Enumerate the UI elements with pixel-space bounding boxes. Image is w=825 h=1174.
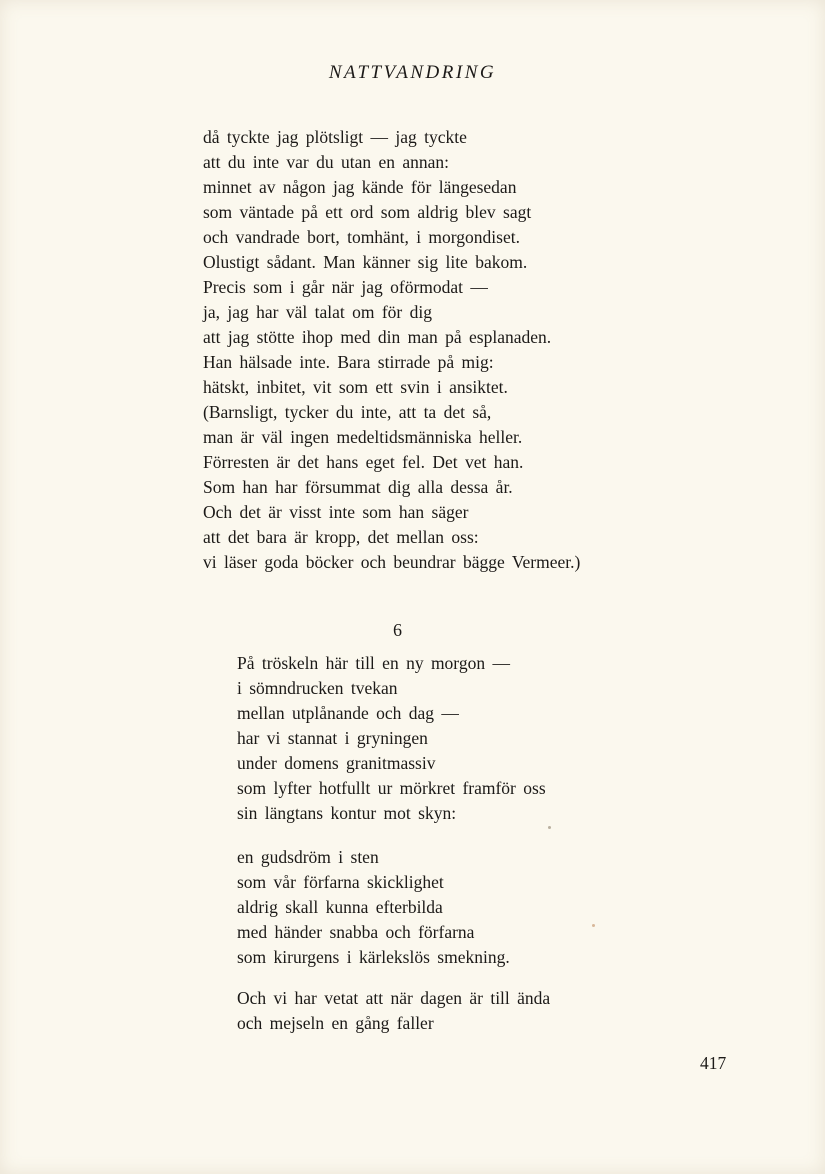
running-head: NATTVANDRING <box>328 62 497 83</box>
verse-line: Olustigt sådant. Man känner sig lite bakom. <box>203 252 528 272</box>
paper-speck <box>548 826 551 829</box>
verse-line: att du inte var du utan en annan: <box>203 152 449 172</box>
page-number: 417 <box>700 1053 727 1073</box>
verse-line: På tröskeln här till en ny morgon — <box>237 653 510 673</box>
verse-line: då tyckte jag plötsligt — jag tyckte <box>203 127 467 147</box>
verse-line: vi läser goda böcker och beundrar bägge Vermeer.) <box>203 552 581 572</box>
verse-line: en gudsdröm i sten <box>237 847 379 867</box>
verse-line: att det bara är kropp, det mellan oss: <box>203 527 479 547</box>
verse-line: under domens granitmassiv <box>237 753 436 773</box>
section-number: 6 <box>393 620 402 640</box>
verse-line: har vi stannat i gryningen <box>237 728 428 748</box>
verse-line: Och det är visst inte som han säger <box>203 502 469 522</box>
verse-line: Precis som i går när jag oförmodat — <box>203 277 488 297</box>
verse-line: och mejseln en gång faller <box>237 1013 434 1033</box>
verse-line: Som han har försummat dig alla dessa år. <box>203 477 513 497</box>
section-stanza-1 <box>237 651 546 826</box>
stanza-continued <box>203 125 580 575</box>
verse-line: ja, jag har väl talat om för dig <box>203 302 432 322</box>
verse-line: (Barnsligt, tycker du inte, att ta det så, <box>203 402 492 422</box>
verse-line: i sömndrucken tvekan <box>237 678 398 698</box>
verse-line: som lyfter hotfullt ur mörkret framför oss <box>237 778 546 798</box>
verse-line: sin längtans kontur mot skyn: <box>237 803 457 823</box>
verse-line: man är väl ingen medeltidsmänniska heller. <box>203 427 523 447</box>
verse-line: med händer snabba och förfarna <box>237 922 475 942</box>
section-stanza-2 <box>237 845 510 970</box>
verse-line: Förresten är det hans eget fel. Det vet han. <box>203 452 524 472</box>
verse-line: att jag stötte ihop med din man på esplanaden. <box>203 327 552 347</box>
verse-line: som väntade på ett ord som aldrig blev sagt <box>203 202 532 222</box>
paper-speck <box>592 924 595 927</box>
section-stanza-3 <box>237 986 550 1036</box>
verse-line: aldrig skall kunna efterbilda <box>237 897 443 917</box>
verse-line: minnet av någon jag kände för längesedan <box>203 177 517 197</box>
verse-line: som kirurgens i kärlekslös smekning. <box>237 947 510 967</box>
verse-line: Han hälsade inte. Bara stirrade på mig: <box>203 352 494 372</box>
verse-line: Och vi har vetat att när dagen är till ända <box>237 988 551 1008</box>
verse-line: som vår förfarna skicklighet <box>237 872 444 892</box>
verse-line: mellan utplånande och dag — <box>237 703 459 723</box>
verse-line: och vandrade bort, tomhänt, i morgondiset. <box>203 227 520 247</box>
verse-line: hätskt, inbitet, vit som ett svin i ansiktet. <box>203 377 508 397</box>
